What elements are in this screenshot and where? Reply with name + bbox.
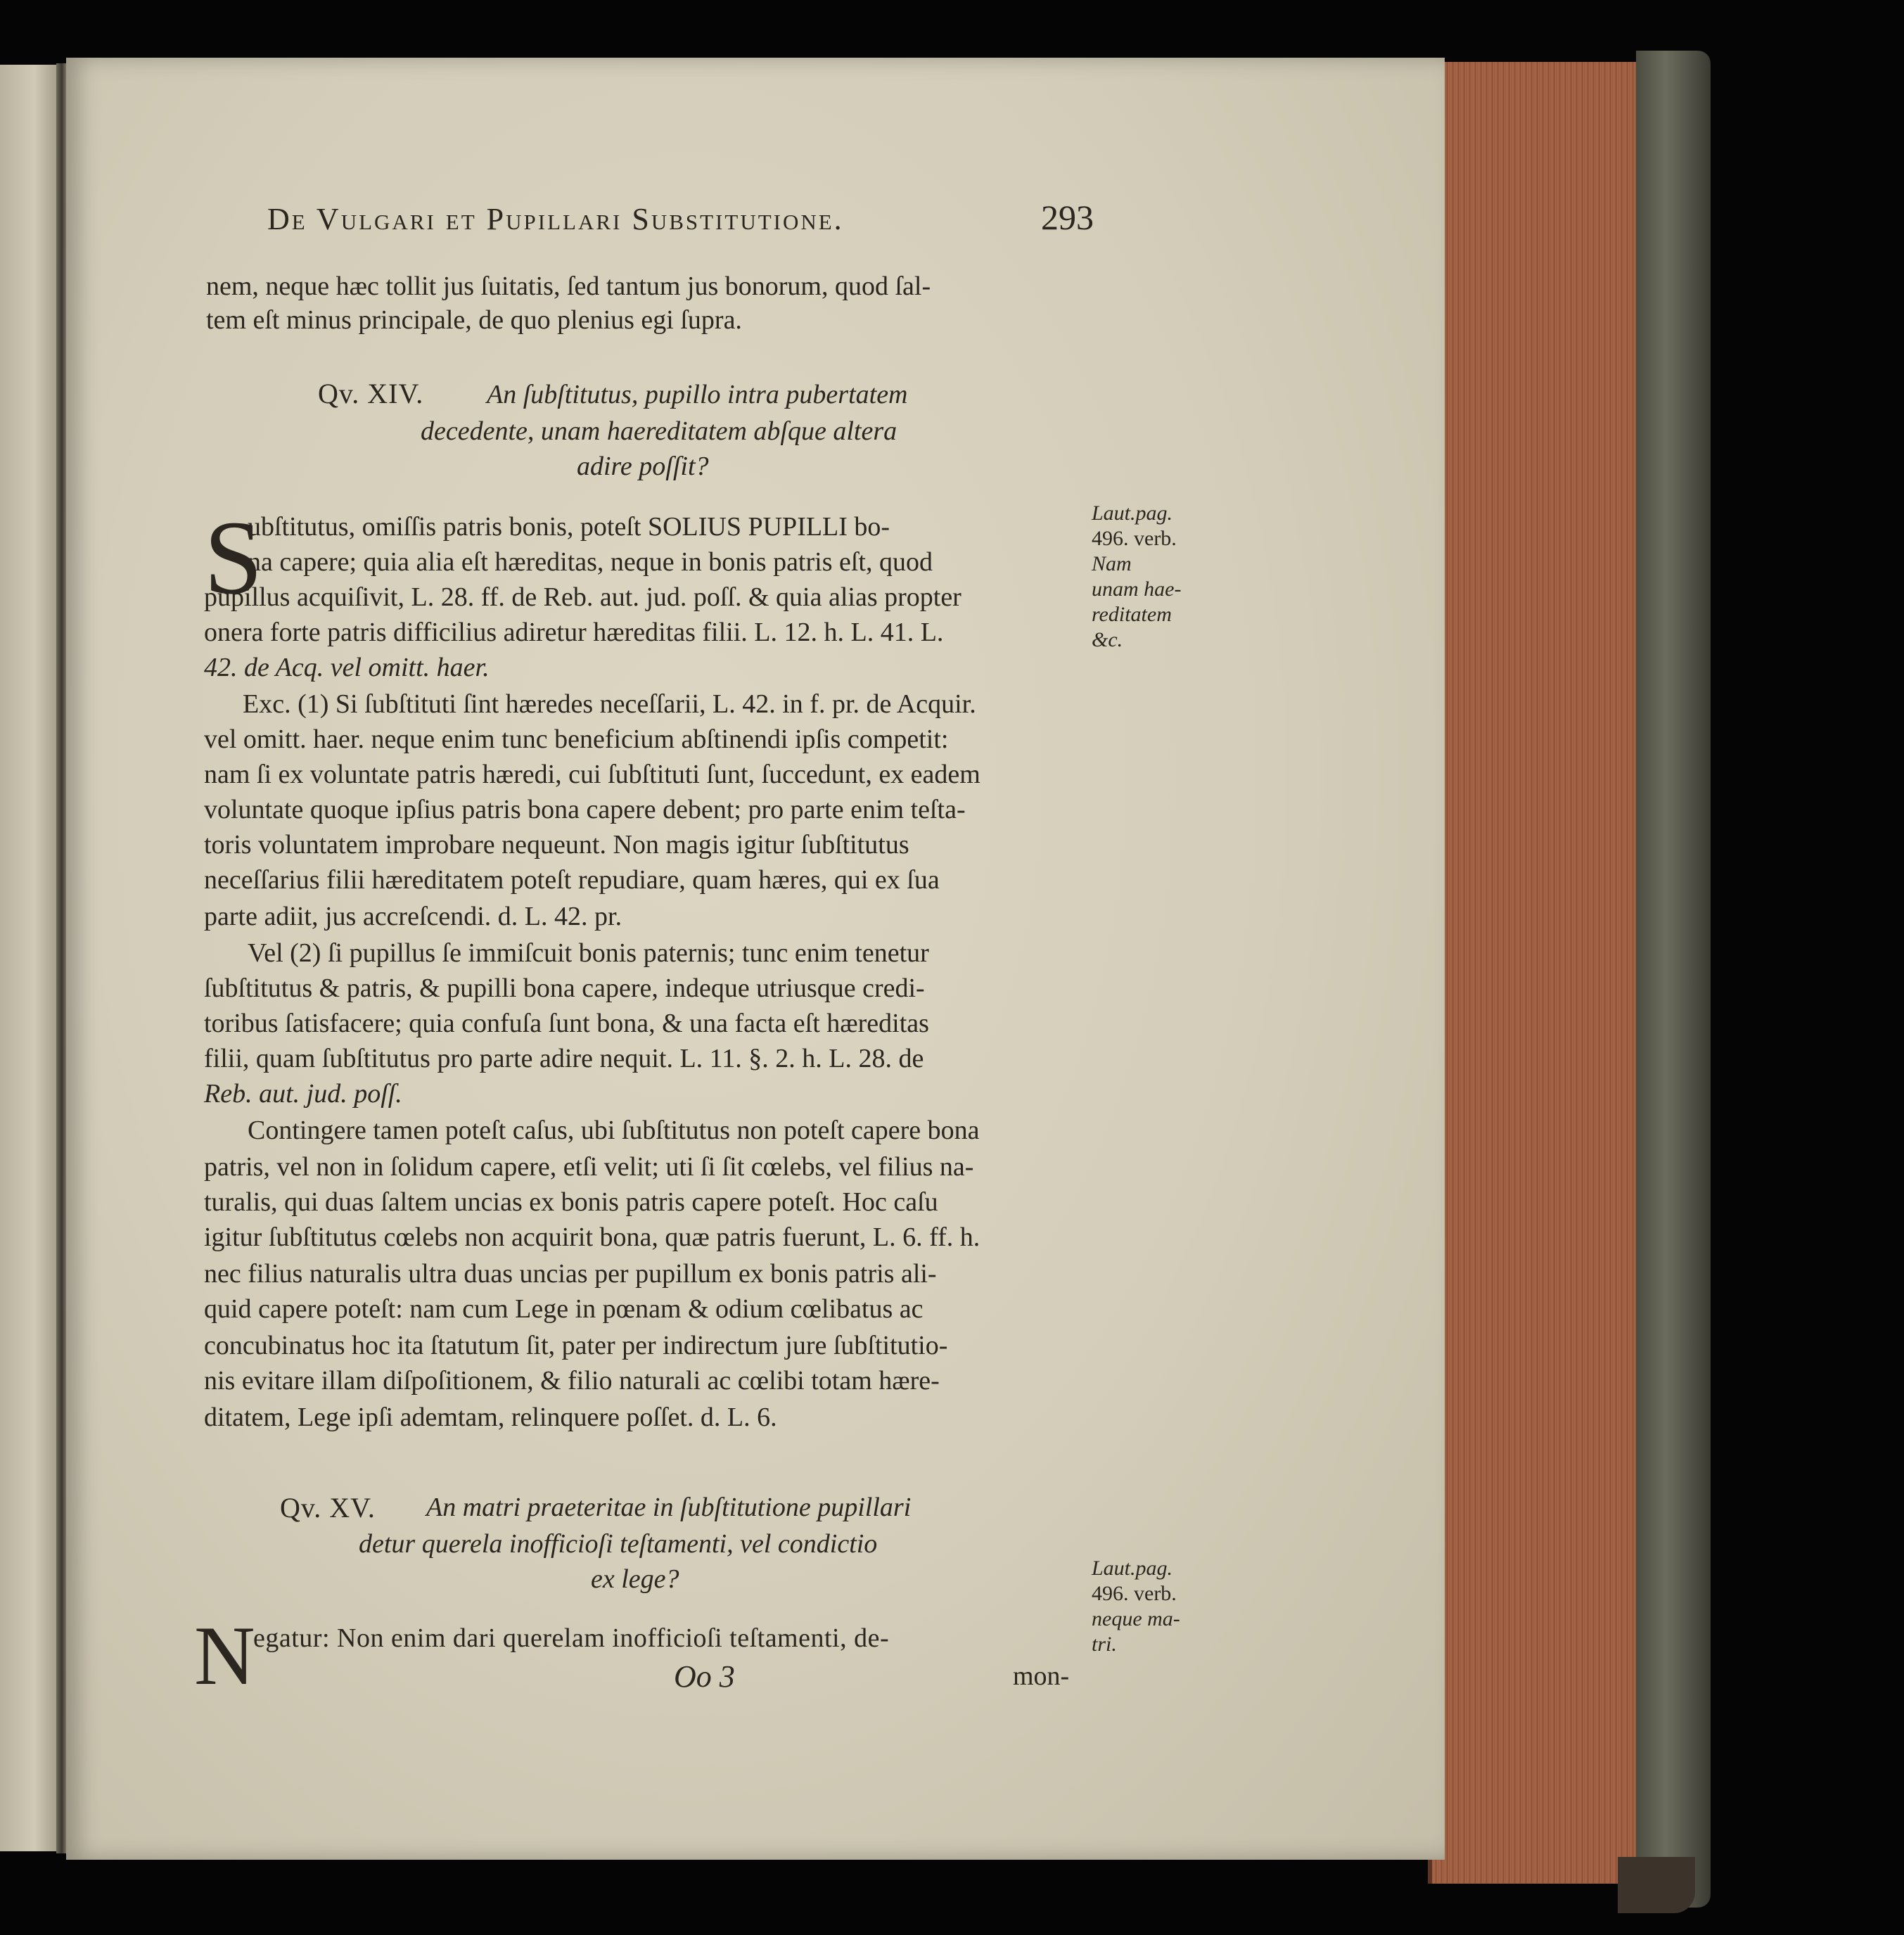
question-title: adire poſſit? <box>577 452 709 481</box>
margin-note: Laut.pag. 496. verb. neque ma- tri. <box>1092 1557 1180 1656</box>
body-line: nec filius naturalis ultra duas uncias per pupillum ex bonis patris ali- <box>204 1259 937 1289</box>
body-line: turalis, qui duas ſaltem uncias ex bonis patris capere poteſt. Hoc caſu <box>204 1187 938 1217</box>
running-title: De Vulgari et Pupillari Substitutione. <box>267 202 844 236</box>
drop-cap: N <box>194 1609 255 1702</box>
question-title: detur querela inofficioſi teſtamenti, vel condictio <box>359 1529 878 1559</box>
body-line: vel omitt. haer. neque enim tunc beneficium abſtinendi ipſis competit: <box>204 724 949 754</box>
body-line: filii, quam ſubſtitutus pro parte adire nequit. L. 11. §. 2. h. L. 28. de <box>204 1044 924 1073</box>
body-line: voluntate quoque ipſius patris bona capere debent; pro parte enim teſta- <box>204 795 966 824</box>
page-number: 293 <box>1041 198 1094 237</box>
question-title: An matri praeteritae in ſubſtitutione pupillari <box>426 1493 912 1522</box>
body-line: nem, neque hæc tollit jus ſuitatis, ſed tantum jus bonorum, quod ſal- <box>206 272 931 301</box>
body-line: Reb. aut. jud. poſſ. <box>204 1079 402 1109</box>
page-block-fore-edge <box>1428 62 1643 1884</box>
body-line: nis evitare illam diſpoſitionem, & filio naturali ac cœlibi totam hære- <box>204 1366 940 1396</box>
book-cover <box>1636 51 1711 1908</box>
question-label: Qv. XV. <box>280 1492 376 1524</box>
margin-note: Laut.pag. 496. verb. Nam unam hae- reditatem &c. <box>1092 502 1182 651</box>
signature-mark: Oo 3 <box>674 1659 735 1694</box>
body-line: igitur ſubſtitutus cœlebs non acquirit bona, quæ patris fuerunt, L. 6. ff. h. <box>204 1222 980 1252</box>
body-line: tem eſt minus principale, de quo plenius egi ſupra. <box>206 305 742 335</box>
body-line: parte adiit, jus accreſcendi. d. L. 42. pr. <box>204 902 622 931</box>
body-line: ubſtitutus, omiſſis patris bonis, poteſt SOLIUS PUPILLI bo- <box>248 512 890 542</box>
cover-corner <box>1618 1857 1695 1913</box>
body-line: ditatem, Lege ipſi ademtam, relinquere poſſet. d. L. 6. <box>204 1403 777 1432</box>
body-line: concubinatus hoc ita ſtatutum ſit, pater per indirectum jure ſubſtitutio- <box>204 1331 948 1360</box>
body-line: patris, vel non in ſolidum capere, etſi velit; uti ſi ſit cœlebs, vel filius na- <box>204 1152 974 1182</box>
body-line: Exc. (1) Si ſubſtituti ſint hæredes neceſſarii, L. 42. in f. pr. de Acquir. <box>243 689 976 719</box>
question-title: decedente, unam haereditatem abſque altera <box>421 416 897 446</box>
body-line: onera forte patris difficilius adiretur hæreditas filii. L. 12. h. L. 41. L. <box>204 618 944 647</box>
body-line: pupillus acquiſivit, L. 28. ff. de Reb. aut. jud. poſſ. & quia alias propter <box>204 582 961 612</box>
body-line: nam ſi ex voluntate patris hæredi, cui ſubſtituti ſunt, ſuccedunt, ex eadem <box>204 760 980 789</box>
body-line: toribus ſatisfacere; quia confuſa ſunt bona, & una facta eſt hæreditas <box>204 1009 929 1038</box>
catchword: mon- <box>1013 1661 1070 1691</box>
facing-page-edge <box>0 65 58 1851</box>
body-line: Contingere tamen poteſt caſus, ubi ſubſtitutus non poteſt capere bona <box>248 1116 980 1145</box>
body-line: 42. de Acq. vel omitt. haer. <box>204 653 490 682</box>
body-line: toris voluntatem improbare nequeunt. Non magis igitur ſubſtitutus <box>204 830 909 860</box>
body-line: quid capere poteſt: nam cum Lege in pœnam & odium cœlibatus ac <box>204 1294 924 1324</box>
question-title: ex lege? <box>591 1564 679 1594</box>
drop-cap: S <box>204 499 263 616</box>
question-title: An ſubſtitutus, pupillo intra pubertatem <box>487 380 908 409</box>
body-line: na capere; quia alia eſt hæreditas, neque in bonis patris eſt, quod <box>248 547 933 577</box>
question-label: Qv. XIV. <box>318 378 424 409</box>
body-line: neceſſarius filii hæreditatem poteſt repudiare, quam hæres, qui ex ſua <box>204 865 940 895</box>
body-line: Vel (2) ſi pupillus ſe immiſcuit bonis paternis; tunc enim tenetur <box>248 938 929 968</box>
body-line: ſubſtitutus & patris, & pupilli bona capere, indeque utriusque credi- <box>204 973 925 1003</box>
body-line: egatur: Non enim dari querelam inofficioſi teſtamenti, de- <box>253 1623 890 1653</box>
